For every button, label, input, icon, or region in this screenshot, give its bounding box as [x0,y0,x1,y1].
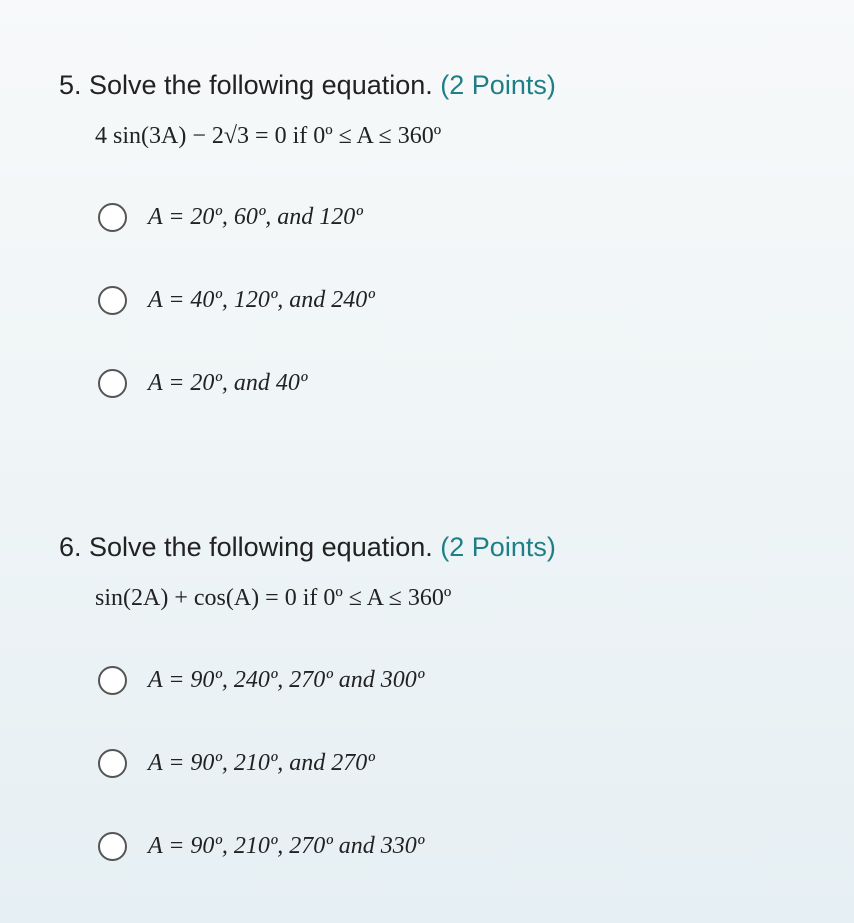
option-label: A = 20º, and 40º [148,370,308,396]
radio-button[interactable] [98,749,127,778]
question-5-equation: 4 sin(3A) − 2√3 = 0 if 0º ≤ A ≤ 360º [95,123,442,149]
question-5-text: 5. Solve the following equation. [59,70,433,100]
radio-button[interactable] [98,666,127,695]
radio-button[interactable] [98,832,127,861]
question-5-option-3[interactable] [98,365,307,401]
question-6-option-1[interactable] [98,662,424,698]
question-5-title [59,68,556,102]
radio-button[interactable] [98,286,127,315]
question-6-equation: sin(2A) + cos(A) = 0 if 0º ≤ A ≤ 360º [95,585,452,611]
radio-button[interactable] [98,369,127,398]
question-5-option-1[interactable] [98,199,363,235]
question-5-points: (2 Points) [440,70,556,100]
question-6-points: (2 Points) [440,532,556,562]
question-5-option-2[interactable] [98,282,375,318]
question-6-text: 6. Solve the following equation. [59,532,433,562]
option-label: A = 90º, 210º, and 270º [148,750,375,776]
question-6-option-3[interactable] [98,828,424,864]
question-6-option-2[interactable] [98,745,375,781]
option-label: A = 90º, 240º, 270º and 300º [148,667,425,693]
question-6-title [59,530,556,564]
radio-button[interactable] [98,203,127,232]
option-label: A = 20º, 60º, and 120º [148,204,363,230]
option-label: A = 90º, 210º, 270º and 330º [148,833,425,859]
option-label: A = 40º, 120º, and 240º [148,287,375,313]
